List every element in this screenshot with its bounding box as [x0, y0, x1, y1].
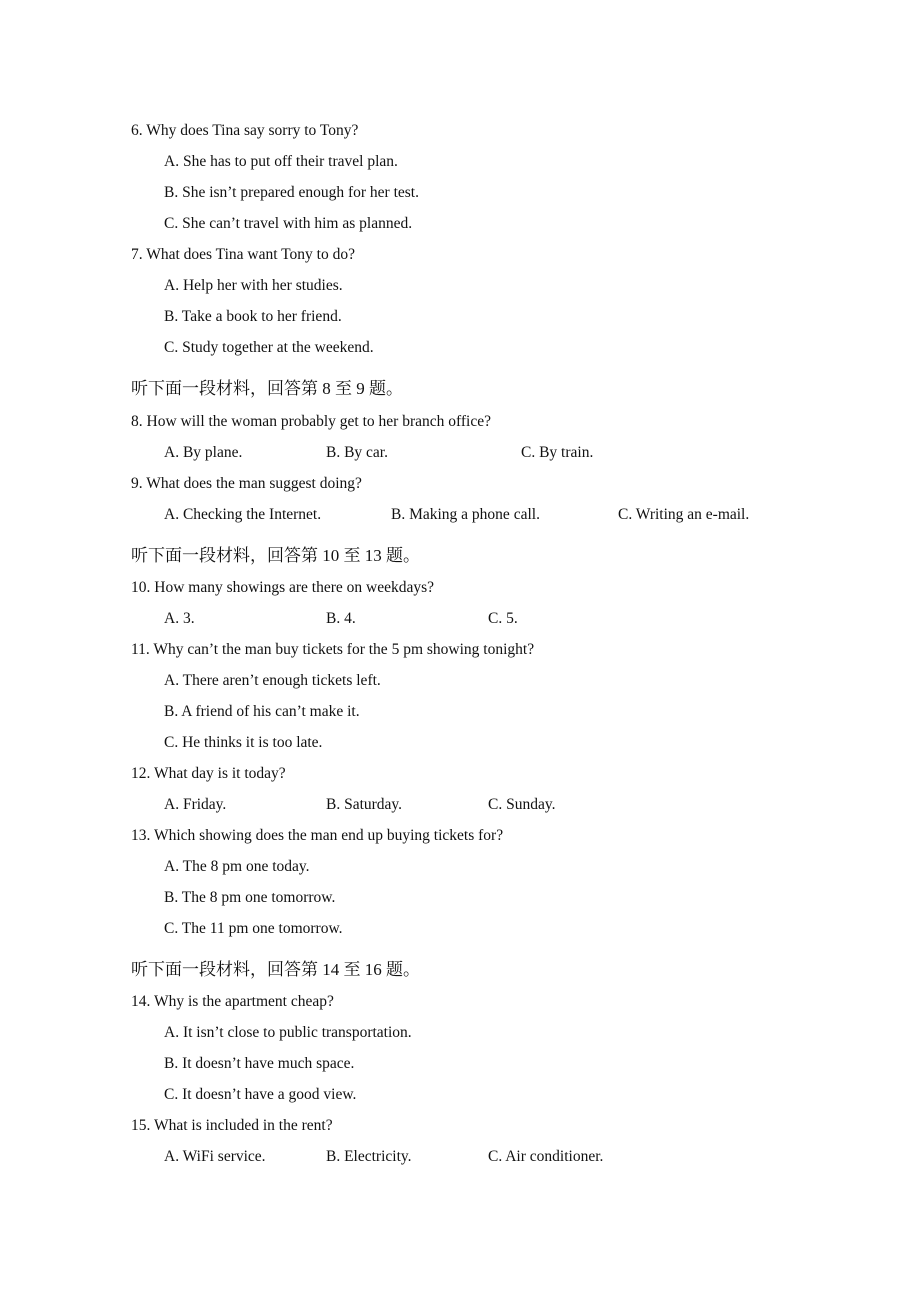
question-14-option-a: A. It isn’t close to public transportation. — [164, 1024, 412, 1041]
question-11-option-b: B. A friend of his can’t make it. — [164, 703, 360, 720]
question-8-option-b: B. By car. — [326, 444, 388, 461]
question-15-option-b: B. Electricity. — [326, 1148, 412, 1165]
question-6-stem: 6. Why does Tina say sorry to Tony? — [131, 122, 359, 139]
question-6-option-b: B. She isn’t prepared enough for her test. — [164, 184, 419, 201]
question-7-option-c: C. Study together at the weekend. — [164, 339, 374, 356]
question-15-stem: 15. What is included in the rent? — [131, 1117, 333, 1134]
question-15-option-c: C. Air conditioner. — [488, 1148, 604, 1165]
question-10-option-b: B. 4. — [326, 610, 356, 627]
question-13-option-b: B. The 8 pm one tomorrow. — [164, 889, 336, 906]
question-8-option-c: C. By train. — [521, 444, 594, 461]
section-heading-8-9: 听下面一段材料，回答第 8 至 9 题。 — [131, 379, 403, 398]
question-10-option-a: A. 3. — [164, 610, 195, 627]
question-7-option-a: A. Help her with her studies. — [164, 277, 343, 294]
question-13-stem: 13. Which showing does the man end up buying tickets for? — [131, 827, 504, 844]
question-14-option-c: C. It doesn’t have a good view. — [164, 1086, 357, 1103]
question-12-option-b: B. Saturday. — [326, 796, 403, 813]
question-6-option-c: C. She can’t travel with him as planned. — [164, 215, 413, 232]
question-14-option-b: B. It doesn’t have much space. — [164, 1055, 355, 1072]
question-10-stem: 10. How many showings are there on weekdays? — [131, 579, 435, 596]
question-9-option-a: A. Checking the Internet. — [164, 506, 322, 523]
question-8-stem: 8. How will the woman probably get to her branch office? — [131, 413, 491, 430]
question-11-option-c: C. He thinks it is too late. — [164, 734, 323, 751]
question-7-option-b: B. Take a book to her friend. — [164, 308, 342, 325]
section-heading-10-13: 听下面一段材料，回答第 10 至 13 题。 — [131, 546, 420, 565]
question-6-option-a: A. She has to put off their travel plan. — [164, 153, 398, 170]
question-10-option-c: C. 5. — [488, 610, 518, 627]
question-14-stem: 14. Why is the apartment cheap? — [131, 993, 334, 1010]
question-11-stem: 11. Why can’t the man buy tickets for the 5 pm showing tonight? — [131, 641, 535, 658]
question-9-stem: 9. What does the man suggest doing? — [131, 475, 362, 492]
question-12-option-a: A. Friday. — [164, 796, 227, 813]
question-12-stem: 12. What day is it today? — [131, 765, 286, 782]
question-7-stem: 7. What does Tina want Tony to do? — [131, 246, 355, 263]
question-12-option-c: C. Sunday. — [488, 796, 556, 813]
question-13-option-c: C. The 11 pm one tomorrow. — [164, 920, 343, 937]
section-heading-14-16: 听下面一段材料，回答第 14 至 16 题。 — [131, 960, 420, 979]
question-13-option-a: A. The 8 pm one today. — [164, 858, 310, 875]
question-15-option-a: A. WiFi service. — [164, 1148, 266, 1165]
question-9-option-c: C. Writing an e-mail. — [618, 506, 750, 523]
question-9-option-b: B. Making a phone call. — [391, 506, 540, 523]
question-11-option-a: A. There aren’t enough tickets left. — [164, 672, 381, 689]
question-8-option-a: A. By plane. — [164, 444, 243, 461]
